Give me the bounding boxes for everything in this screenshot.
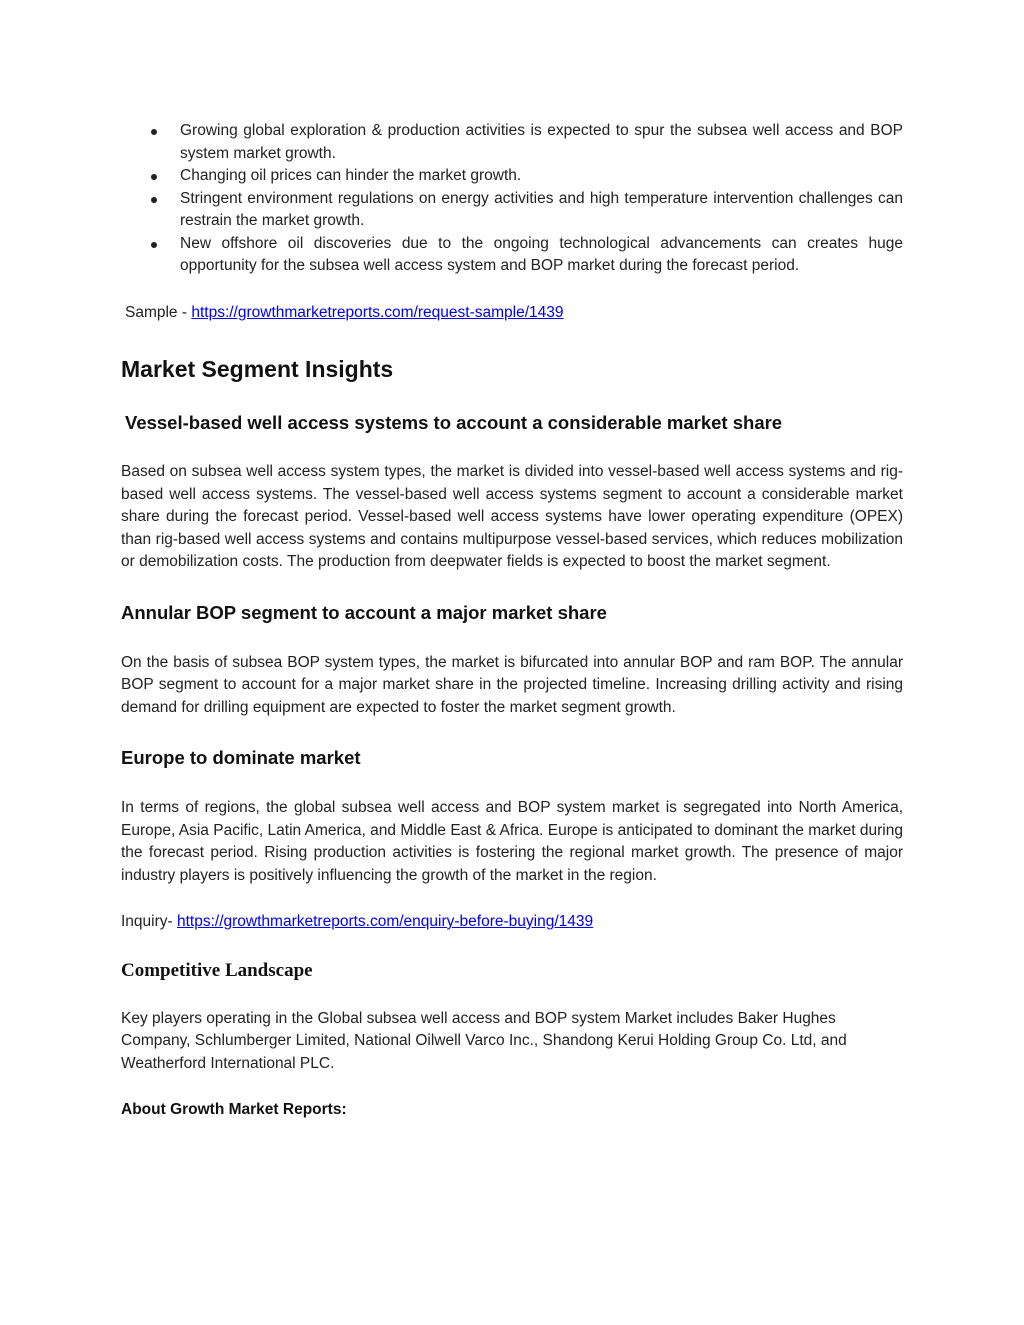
vessel-heading: Vessel-based well access systems to account a considerable market share (125, 412, 783, 433)
sample-label: Sample - (125, 303, 192, 321)
list-item (121, 165, 903, 188)
list-item (121, 120, 903, 165)
bullet-text: Growing global exploration & production activities is expected to spur the subsea well access and BOP system market growth. (180, 122, 903, 162)
annular-paragraph: On the basis of subsea BOP system types, the market is bifurcated into annular BOP and ram BOP. The annular BOP segment to account for a major market share in the projected timeline. Increasing drilling activity and rising demand for drilling equipment are expected to foster the market segment growth. (121, 653, 903, 716)
bullet-text: Stringent environment regulations on energy activities and high temperature intervention challenges can restrain the market growth. (180, 189, 903, 229)
vessel-paragraph: Based on subsea well access system types, the market is divided into vessel-based well access systems and rig-based well access systems. The vessel-based well access systems segment to account a considerable market share during the forecast period. Vessel-based well access systems have lower operating expenditure (OPEX) than rig-based well access systems and contains multipurpose vessel-based services, which reduces mobilization or demobilization costs. The production from deepwater fields is expected to boost the market segment. (121, 463, 903, 570)
inquiry-line (121, 911, 903, 934)
about-heading: About Growth Market Reports: (121, 1101, 347, 1118)
bullet-icon (151, 197, 157, 203)
inquiry-label: Inquiry- (121, 913, 177, 930)
bullet-text: New offshore oil discoveries due to the ongoing technological advancements can creates huge opportunity for the subsea well access system and BOP market during the forecast period. (180, 234, 903, 274)
europe-heading: Europe to dominate market (121, 747, 361, 768)
list-item (121, 233, 903, 278)
bullet-list (121, 120, 903, 278)
bullet-text: Changing oil prices can hinder the market growth. (180, 167, 522, 184)
sample-line (121, 302, 903, 325)
competitive-paragraph: Key players operating in the Global subsea well access and BOP system Market includes Baker Hughes Company, Schlumberger Limited, National Oilwell Varco Inc., Shandong Kerui Holding Group Co. Ltd, and Weatherford International PLC. (121, 1009, 847, 1072)
market-segment-heading: Market Segment Insights (121, 356, 394, 382)
bullet-icon (151, 129, 157, 135)
inquiry-link[interactable]: https://growthmarketreports.com/enquiry-before-buying/1439 (177, 913, 594, 930)
bullet-icon (151, 174, 157, 180)
competitive-heading: Competitive Landscape (121, 959, 313, 981)
bullet-icon (151, 242, 157, 248)
list-item (121, 188, 903, 233)
annular-heading: Annular BOP segment to account a major market share (121, 601, 607, 623)
europe-paragraph: In terms of regions, the global subsea well access and BOP system market is segregated into North America, Europe, Asia Pacific, Latin America, and Middle East & Africa. Europe is anticipated to dominant the market during the forecast period. Rising production activities is fostering the regional market growth. The presence of major industry players is positively influencing the growth of the market in the region. (121, 799, 903, 884)
sample-link[interactable]: https://growthmarketreports.com/request-sample/1439 (191, 303, 564, 321)
document-page (121, 120, 903, 1121)
